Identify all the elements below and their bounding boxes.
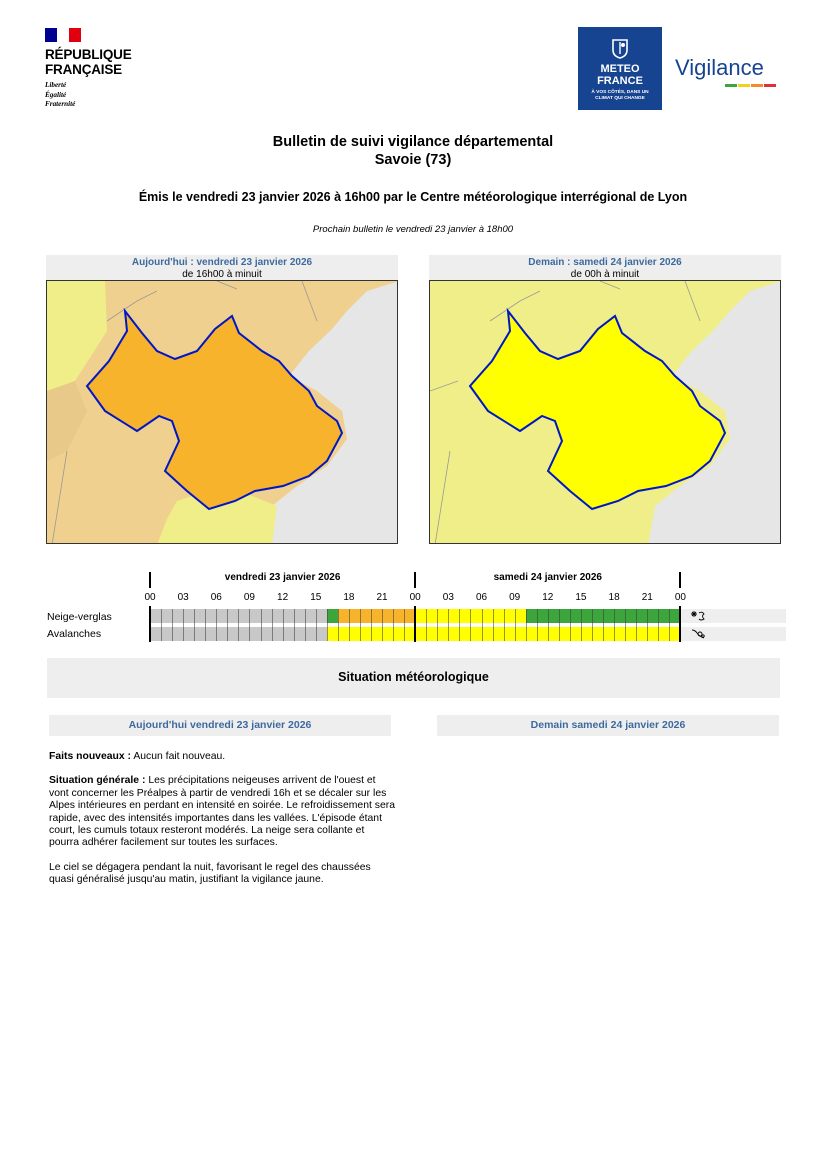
- timeline-hour-line: [205, 609, 206, 641]
- situation-text: [49, 751, 395, 899]
- timeline-tick-label: 21: [641, 592, 653, 603]
- timeline-hour-line: [570, 609, 571, 641]
- timeline-hour-line: [581, 609, 582, 641]
- timeline-hour-line: [592, 609, 593, 641]
- timeline-hour-line: [349, 609, 350, 641]
- timeline-day-separator: [414, 572, 416, 588]
- timeline-day-separator: [679, 572, 681, 588]
- timeline-tick-label: 12: [542, 592, 554, 603]
- motto-egalite: Égalité: [45, 90, 67, 99]
- vigilance-timeline: [0, 566, 826, 646]
- timeline-day-separator: [414, 606, 416, 642]
- faits-nouveaux-paragraph: [49, 751, 395, 763]
- issue-statement: Émis le vendredi 23 janvier 2026 à 16h00 par le Centre météorologique interrégional de Lyon: [138, 190, 688, 204]
- timeline-hour-line: [227, 609, 228, 641]
- map-header-tomorrow: [429, 255, 781, 280]
- timeline-hour-line: [669, 609, 670, 641]
- timeline-day-label: vendredi 23 janvier 2026: [224, 572, 341, 583]
- department-title: Savoie (73): [374, 152, 452, 168]
- slogan-line-1: À VOS CÔTÉS, DANS UN: [591, 90, 649, 95]
- timeline-hour-line: [360, 609, 361, 641]
- timeline-hour-line: [437, 609, 438, 641]
- timeline-tick-label: 15: [575, 592, 587, 603]
- timeline-hour-line: [194, 609, 195, 641]
- timeline-hour-line: [294, 609, 295, 641]
- timeline-hour-line: [371, 609, 372, 641]
- francaise-line: FRANÇAISE: [45, 62, 122, 77]
- republique-francaise-logo: [45, 28, 155, 112]
- vigilance-logo: [675, 55, 781, 89]
- timeline-hour-line: [482, 609, 483, 641]
- timeline-hour-line: [448, 609, 449, 641]
- bulletin-title: Bulletin de suivi vigilance départemental: [272, 134, 554, 150]
- avalanche-icon: [690, 628, 706, 640]
- timeline-hour-line: [183, 609, 184, 641]
- timeline-hour-line: [636, 609, 637, 641]
- meteo-line: METEO: [600, 63, 640, 75]
- timeline-segment-green: [327, 609, 338, 623]
- meteo-france-name: [578, 63, 662, 87]
- timeline-tick-label: 00: [674, 592, 686, 603]
- timeline-tick-label: 00: [144, 592, 156, 603]
- timeline-hour-line: [504, 609, 505, 641]
- timeline-hour-line: [261, 609, 262, 641]
- timeline-hour-line: [614, 609, 615, 641]
- timeline-hour-line: [249, 609, 250, 641]
- timeline-hour-line: [459, 609, 460, 641]
- timeline-hour-line: [161, 609, 162, 641]
- map-title-today: Aujourd'hui : vendredi 23 janvier 2026: [131, 257, 313, 268]
- map-tomorrow: [429, 280, 781, 544]
- timeline-tick-label: 15: [310, 592, 322, 603]
- situation-generale-label: Situation générale :: [49, 775, 146, 787]
- timeline-hour-line: [515, 609, 516, 641]
- situation-today-header: Aujourd'hui vendredi 23 janvier 2026: [49, 715, 391, 736]
- timeline-day-label: samedi 24 janvier 2026: [493, 572, 602, 583]
- timeline-tick-label: 21: [376, 592, 388, 603]
- timeline-hour-line: [283, 609, 284, 641]
- map-tomorrow-svg: [430, 281, 781, 544]
- timeline-hour-line: [647, 609, 648, 641]
- timeline-tick-label: 09: [509, 592, 521, 603]
- timeline-hour-line: [426, 609, 427, 641]
- timeline-hour-line: [338, 609, 339, 641]
- timeline-hour-line: [216, 609, 217, 641]
- timeline-hour-line: [382, 609, 383, 641]
- timeline-hour-line: [305, 609, 306, 641]
- timeline-hour-line: [327, 609, 328, 641]
- timeline-hour-line: [537, 609, 538, 641]
- situation-section-header: [47, 658, 780, 698]
- timeline-hour-line: [625, 609, 626, 641]
- meteo-france-slogan: [578, 90, 662, 102]
- snow-ice-icon: [690, 610, 706, 622]
- map-subtitle-tomorrow: de 00h à minuit: [570, 269, 640, 280]
- timeline-day-separator: [679, 606, 681, 642]
- row-label-avalanches: Avalanches: [47, 628, 102, 640]
- timeline-hour-line: [493, 609, 494, 641]
- timeline-day-separator: [149, 572, 151, 588]
- regel-paragraph: Le ciel se dégagera pendant la nuit, favorisant le regel des chaussées quasi généralisé jusqu'au matin, justifiant la vigilance jaune.: [49, 861, 371, 886]
- map-subtitle-today: de 16h00 à minuit: [182, 269, 262, 280]
- meteo-france-logo: [578, 27, 662, 110]
- map-header-today: [46, 255, 398, 280]
- timeline-hour-line: [272, 609, 273, 641]
- faits-nouveaux-label: Faits nouveaux :: [49, 751, 131, 762]
- timeline-hour-line: [316, 609, 317, 641]
- map-title-tomorrow: Demain : samedi 24 janvier 2026: [528, 257, 682, 268]
- timeline-hour-line: [393, 609, 394, 641]
- timeline-hour-line: [603, 609, 604, 641]
- french-flag-icon: [45, 28, 81, 42]
- france-line: FRANCE: [597, 75, 643, 87]
- situation-tomorrow-header: Demain samedi 24 janvier 2026: [437, 715, 779, 736]
- next-bulletin-note: Prochain bulletin le vendredi 23 janvier à 18h00: [312, 224, 514, 235]
- timeline-hour-line: [470, 609, 471, 641]
- timeline-tick-label: 09: [243, 592, 255, 603]
- timeline-hour-line: [238, 609, 239, 641]
- motto-liberte: Liberté: [45, 81, 67, 89]
- timeline-hour-line: [526, 609, 527, 641]
- motto-fraternite: Fraternité: [45, 100, 76, 108]
- timeline-tick-label: 18: [608, 592, 620, 603]
- timeline-tick-label: 03: [177, 592, 189, 603]
- timeline-hour-line: [658, 609, 659, 641]
- timeline-tick-label: 03: [442, 592, 454, 603]
- timeline-tick-label: 12: [277, 592, 289, 603]
- slogan-line-2: CLIMAT QUI CHANGE: [595, 96, 645, 101]
- timeline-hour-line: [559, 609, 560, 641]
- timeline-hour-line: [404, 609, 405, 641]
- timeline-hour-line: [548, 609, 549, 641]
- timeline-tick-label: 18: [343, 592, 355, 603]
- map-today: [46, 280, 398, 544]
- republique-francaise-name: [45, 47, 132, 77]
- row-label-neige-verglas: Neige-verglas: [47, 611, 112, 623]
- situation-title: Situation météorologique: [338, 670, 489, 684]
- vigilance-text: Vigilance: [675, 55, 764, 80]
- republic-motto: [45, 81, 75, 110]
- vigilance-color-bars-icon: [725, 84, 777, 87]
- faits-nouveaux-text: Aucun fait nouveau.: [133, 751, 226, 762]
- timeline-tick-label: 06: [210, 592, 222, 603]
- meteo-france-emblem-icon: [610, 37, 630, 59]
- republique-line: RÉPUBLIQUE: [45, 47, 132, 62]
- situation-generale-text: Les précipitations neigeuses arrivent de l'ouest et vont concerner les Préalpes à partir de vendredi 16h et se décaler sur les Alpes intérieures en perdant en intensité en soirée. Le refroidissement sera rapide, avec des intensités importantes dans les vallées. L'épisode étant court, les cumuls totaux resteront modérés. La neige sera collante et pourra adhérer facilement sur toutes les surfaces.: [49, 775, 395, 849]
- map-today-svg: [47, 281, 398, 544]
- timeline-hour-line: [172, 609, 173, 641]
- timeline-tick-label: 00: [409, 592, 421, 603]
- timeline-tick-label: 06: [475, 592, 488, 603]
- situation-generale-paragraph: [49, 775, 395, 849]
- timeline-day-separator: [149, 606, 151, 642]
